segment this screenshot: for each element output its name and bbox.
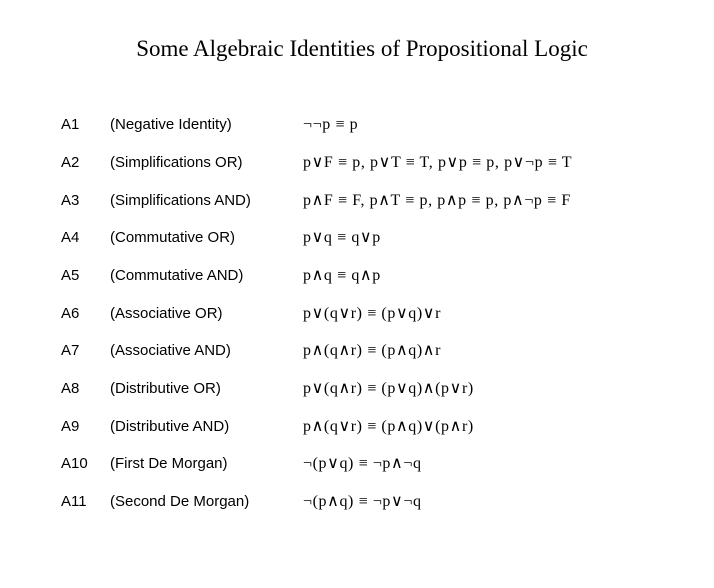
identity-formula: p∨F ≡ p, p∨T ≡ T, p∨p ≡ p, p∨¬p ≡ T bbox=[303, 154, 573, 171]
identity-name: (Simplifications AND) bbox=[110, 192, 251, 209]
identity-id: A11 bbox=[61, 493, 87, 510]
identity-formula: p∨q ≡ q∨p bbox=[303, 229, 381, 246]
identity-id: A10 bbox=[61, 455, 88, 472]
identity-formula: p∧(q∧r) ≡ (p∧q)∧r bbox=[303, 342, 442, 359]
identity-id: A6 bbox=[61, 305, 80, 322]
identity-row bbox=[0, 377, 714, 401]
identity-row bbox=[0, 264, 714, 288]
identity-formula: p∨(q∨r) ≡ (p∨q)∨r bbox=[303, 305, 442, 322]
identity-row bbox=[0, 189, 714, 213]
identity-row bbox=[0, 452, 714, 476]
identity-row bbox=[0, 415, 714, 439]
identity-id: A7 bbox=[61, 342, 80, 359]
identity-name: (Distributive AND) bbox=[110, 418, 230, 435]
identity-formula: p∧q ≡ q∧p bbox=[303, 267, 381, 284]
identity-row bbox=[0, 302, 714, 326]
identity-formula: ¬(p∨q) ≡ ¬p∧¬q bbox=[303, 455, 422, 472]
identity-name: (Commutative AND) bbox=[110, 267, 244, 284]
identity-formula: p∨(q∧r) ≡ (p∨q)∧(p∨r) bbox=[303, 380, 474, 397]
identity-row bbox=[0, 226, 714, 250]
identity-id: A3 bbox=[61, 192, 80, 209]
identity-id: A4 bbox=[61, 229, 80, 246]
page-title: Some Algebraic Identities of Propositional Logic bbox=[136, 36, 588, 61]
identity-formula: ¬(p∧q) ≡ ¬p∨¬q bbox=[303, 493, 422, 510]
identity-name: (Distributive OR) bbox=[110, 380, 221, 397]
identity-id: A8 bbox=[61, 380, 80, 397]
identity-name: (Negative Identity) bbox=[110, 116, 232, 133]
identity-name: (Commutative OR) bbox=[110, 229, 236, 246]
identity-name: (Associative AND) bbox=[110, 342, 231, 359]
identity-formula: ¬¬p ≡ p bbox=[303, 116, 359, 133]
identity-id: A5 bbox=[61, 267, 80, 284]
identity-name: (Simplifications OR) bbox=[110, 154, 243, 171]
identity-id: A1 bbox=[61, 116, 80, 133]
identity-row bbox=[0, 339, 714, 363]
identity-id: A9 bbox=[61, 418, 80, 435]
identity-name: (Second De Morgan) bbox=[110, 493, 250, 510]
identity-row bbox=[0, 490, 714, 514]
identity-name: (First De Morgan) bbox=[110, 455, 228, 472]
identity-row bbox=[0, 151, 714, 175]
identity-name: (Associative OR) bbox=[110, 305, 223, 322]
identity-id: A2 bbox=[61, 154, 80, 171]
identity-formula: p∧F ≡ F, p∧T ≡ p, p∧p ≡ p, p∧¬p ≡ F bbox=[303, 192, 571, 209]
identity-formula: p∧(q∨r) ≡ (p∧q)∨(p∧r) bbox=[303, 418, 474, 435]
identity-row bbox=[0, 113, 714, 137]
